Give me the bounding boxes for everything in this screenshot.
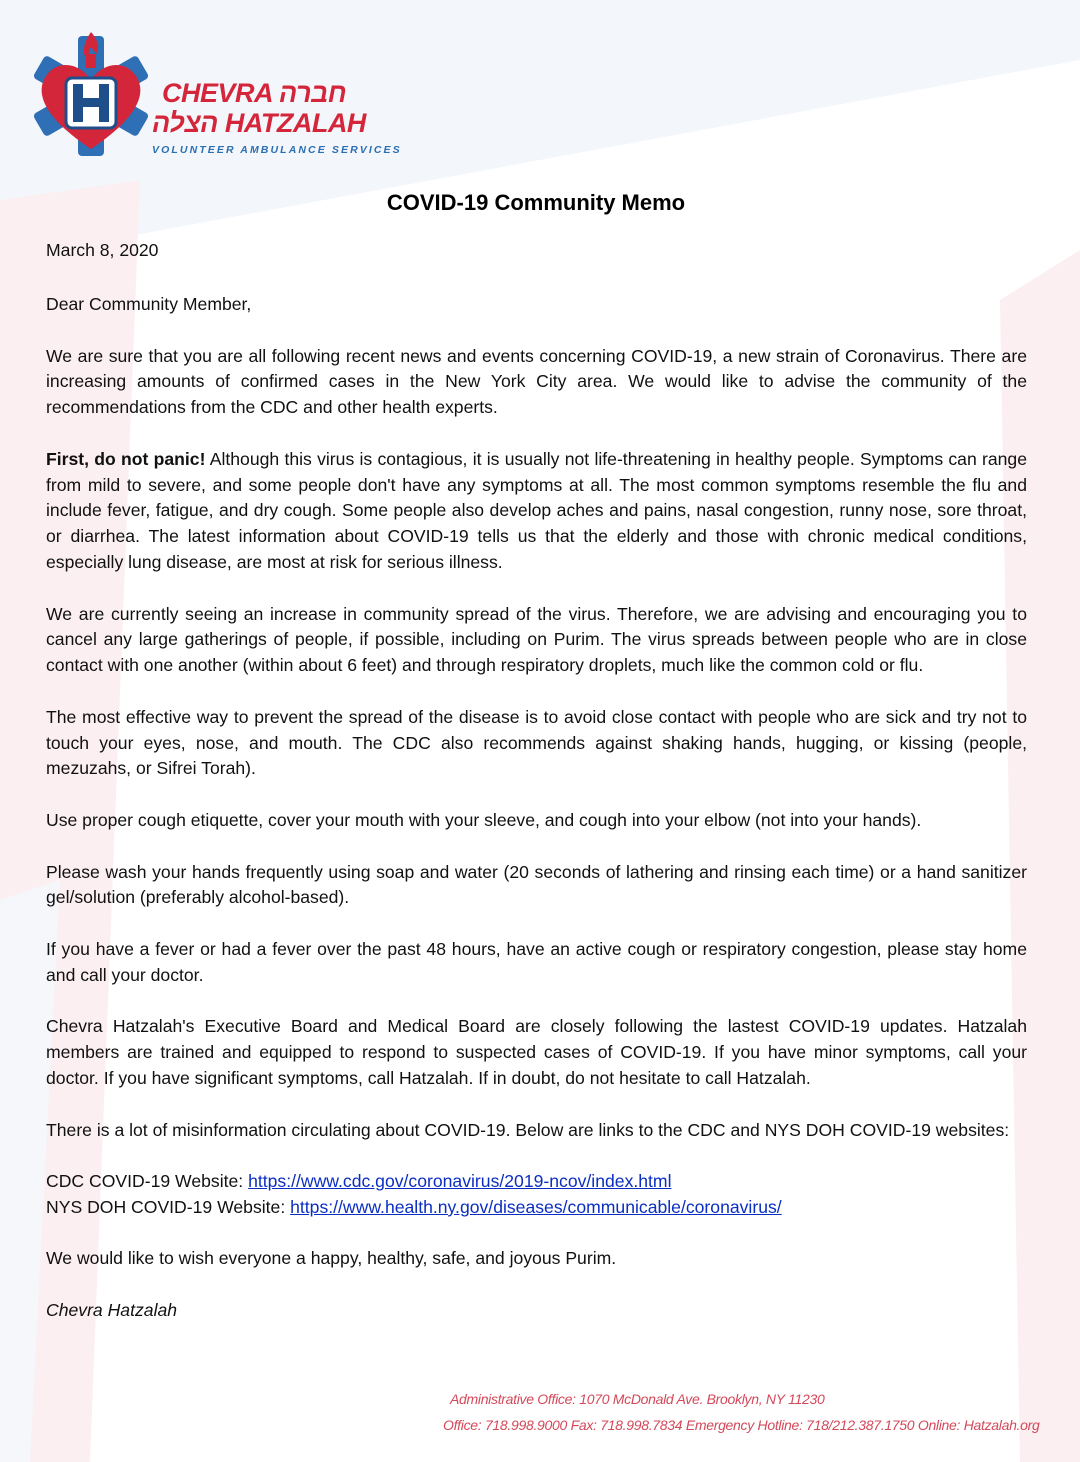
paragraph-symptoms-text: Although this virus is contagious, it is usually not life-threatening in healthy people. Symptoms can range from mild to severe, and some people don't have any symptoms at all. The most common symptoms resemble the flu and include fever, fatigue, and dry cough. Some people also develop aches and pains, nasal congestion, runny nose, sore throat, or diarrhea. The latest information about COVID-19 tells us that the elderly and those with chronic medical conditions, especially lung disease, are most at risk for serious illness. bbox=[46, 448, 1027, 572]
paragraph-fever: If you have a fever or had a fever over the past 48 hours, have an active cough or respiratory congestion, please stay home and call your doctor. bbox=[46, 938, 1027, 985]
footer-address: Administrative Office: 1070 McDonald Ave. Brooklyn, NY 11230 bbox=[450, 1391, 825, 1407]
brand-tagline: VOLUNTEER AMBULANCE SERVICES bbox=[152, 144, 402, 156]
brand-name-line2: הצלה HATZALAH bbox=[152, 108, 366, 138]
memo-greeting: Dear Community Member, bbox=[46, 293, 252, 314]
website-links bbox=[46, 1169, 1027, 1221]
paragraph-misinformation: There is a lot of misinformation circulating about COVID-19. Below are links to the CDC and NYS DOH COVID-19 websites: bbox=[46, 1119, 1010, 1140]
paragraph-hand-washing: Please wash your hands frequently using soap and water (20 seconds of lathering and rinsing each time) or a hand sanitizer gel/solution (preferably alcohol-based). bbox=[46, 861, 1027, 908]
memo-date: March 8, 2020 bbox=[46, 240, 159, 260]
paragraph-board-updates: Chevra Hatzalah's Executive Board and Medical Board are closely following the lastest COVID-19 updates. Hatzalah members are trained and equipped to respond to suspected cases of COVID-19. If you have minor symptoms, call your doctor. If you have significant symptoms, call Hatzalah. If in doubt, do not hesitate to call Hatzalah. bbox=[46, 1016, 1027, 1088]
paragraph-cough-etiquette: Use proper cough etiquette, cover your mouth with your sleeve, and cough into your elbow (not into your hands). bbox=[46, 809, 922, 830]
cdc-link-label: CDC COVID-19 Website: bbox=[46, 1171, 249, 1192]
paragraph-intro: We are sure that you are all following recent news and events concerning COVID-19, a new strain of Coronavirus. There are increasing amounts of confirmed cases in the New York City area. We would like to advise the community of the recommendations from the CDC and other health experts. bbox=[46, 345, 1027, 418]
hatzalah-logo-icon bbox=[16, 24, 166, 164]
paragraph-do-not-panic bbox=[46, 447, 1027, 576]
paragraph-prevention: The most effective way to prevent the spread of the disease is to avoid close contact with people who are sick and try not to touch your eyes, nose, and mouth. The CDC also recommends against shaking hands, hugging, or kissing (people, mezuzahs, or Sifrei Torah). bbox=[46, 706, 1027, 779]
memo-body bbox=[46, 238, 1027, 1350]
memo-title: COVID-19 Community Memo bbox=[386, 190, 686, 215]
cdc-website-link[interactable]: https://www.cdc.gov/coronavirus/2019-ncov/index.html bbox=[248, 1171, 672, 1192]
footer-contact: Office: 718.998.9000 Fax: 718.998.7834 Emergency Hotline: 718/212.387.1750 Online: Hatzalah.org bbox=[443, 1417, 1040, 1433]
nys-link-line bbox=[46, 1195, 1027, 1221]
nys-doh-website-link[interactable]: https://www.health.ny.gov/diseases/communicable/coronavirus/ bbox=[290, 1196, 782, 1217]
signature: Chevra Hatzalah bbox=[46, 1300, 178, 1321]
paragraph-community-spread: We are currently seeing an increase in community spread of the virus. Therefore, we are advising and encouraging you to cancel any large gatherings of people, if possible, including on Purim. The virus spreads between people who are in close contact with one another (within about 6 feet) and through respiratory droplets, much like the common cold or flu. bbox=[46, 603, 1027, 676]
cdc-link-line bbox=[46, 1169, 1027, 1195]
brand-wordmark bbox=[152, 78, 412, 156]
closing-wish: We would like to wish everyone a happy, healthy, safe, and joyous Purim. bbox=[46, 1248, 617, 1269]
paragraph-lead-bold: First, do not panic! bbox=[46, 448, 206, 469]
brand-name-line1: CHEVRA חברה bbox=[162, 78, 347, 108]
nys-link-label: NYS DOH COVID-19 Website: bbox=[46, 1196, 291, 1217]
